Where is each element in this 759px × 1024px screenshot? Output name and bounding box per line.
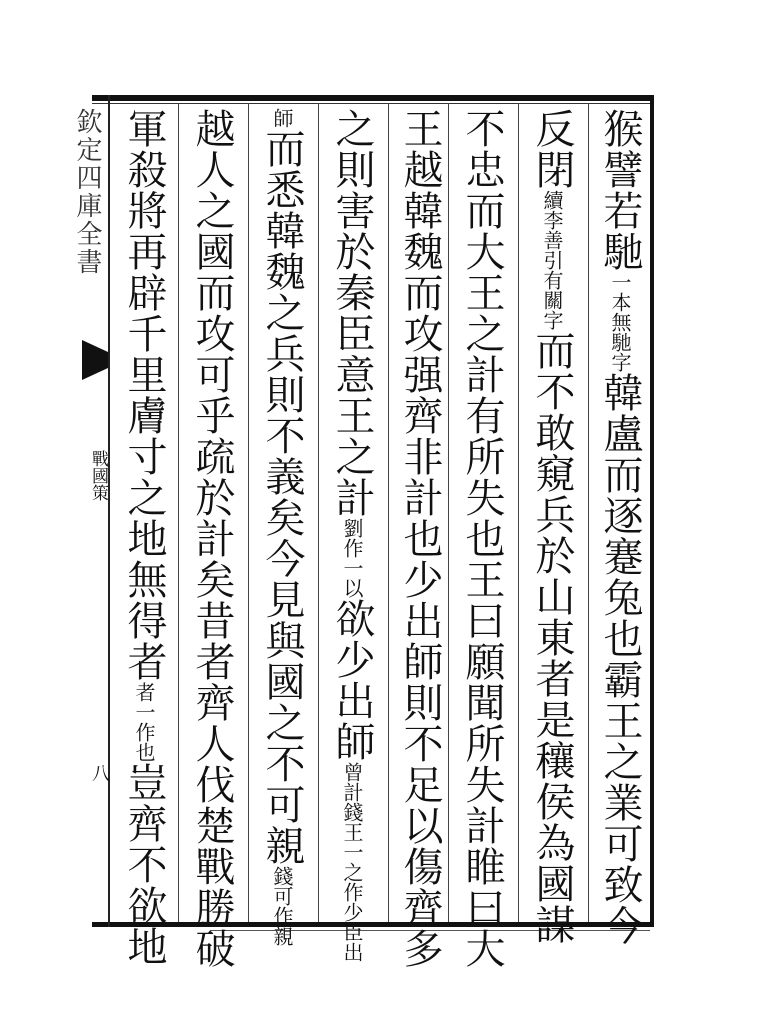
main-text: 猴譬若馳	[597, 108, 643, 272]
text-column-4	[394, 108, 446, 969]
main-text: 王越韓魏而攻强齊非計也少出師則不足以傷齊多	[397, 108, 443, 969]
main-text: 之則害於秦臣意王之計	[329, 108, 375, 518]
margin-header: 欽定四庫全書	[72, 108, 102, 276]
annotation-note: 續李善引有關字	[540, 190, 564, 330]
annotation-note: 劉作一以	[340, 518, 364, 598]
main-text: 欲少出師	[329, 598, 375, 762]
column-separator	[318, 103, 319, 922]
main-text: 反閉	[529, 108, 575, 190]
text-column-6	[256, 108, 308, 946]
annotation-note: 者一作也	[132, 682, 156, 762]
margin-page-number: 八	[92, 764, 110, 785]
main-text: 越人之國而攻可乎疏於計矣昔者齊人伐楚戰勝破	[189, 108, 235, 969]
main-text: 而悉韓魏之兵則不義矣今見與國之不可親	[259, 128, 305, 866]
column-separator	[178, 103, 179, 922]
frame-top-thin-rule	[92, 103, 652, 104]
annotation-note: 師	[270, 108, 294, 128]
annotation-note: 一本無馳字	[608, 272, 632, 372]
main-text: 不忠而大王之計有所失也王曰願聞所失計睢曰大	[459, 108, 505, 969]
text-column-2	[526, 108, 578, 945]
margin-book-title: 戰國策	[88, 450, 108, 501]
column-separator	[588, 103, 589, 922]
text-column-8	[118, 108, 170, 967]
main-text: 而不敢窺兵於山東者是穰侯為國謀	[529, 330, 575, 945]
column-separator	[248, 103, 249, 922]
text-column-7	[186, 108, 238, 969]
annotation-note: 錢可作親	[270, 866, 294, 946]
text-column-1	[594, 108, 646, 946]
text-column-3	[456, 108, 508, 969]
frame-top-rule	[92, 95, 652, 101]
frame-right-border	[650, 95, 654, 927]
column-separator	[518, 103, 519, 922]
main-text: 豈齊不欲地	[121, 762, 167, 967]
main-text: 軍殺將再辟千里膚寸之地無得者	[121, 108, 167, 682]
text-column-5	[326, 108, 378, 962]
annotation-note: 曾計錢王一之作少臣出	[340, 762, 364, 962]
fish-tail-mark-icon	[82, 340, 108, 380]
margin-border	[108, 95, 110, 927]
column-separator	[448, 103, 449, 922]
column-separator	[388, 103, 389, 922]
main-text: 韓盧而逐蹇兔也霸王之業可致今	[597, 372, 643, 946]
